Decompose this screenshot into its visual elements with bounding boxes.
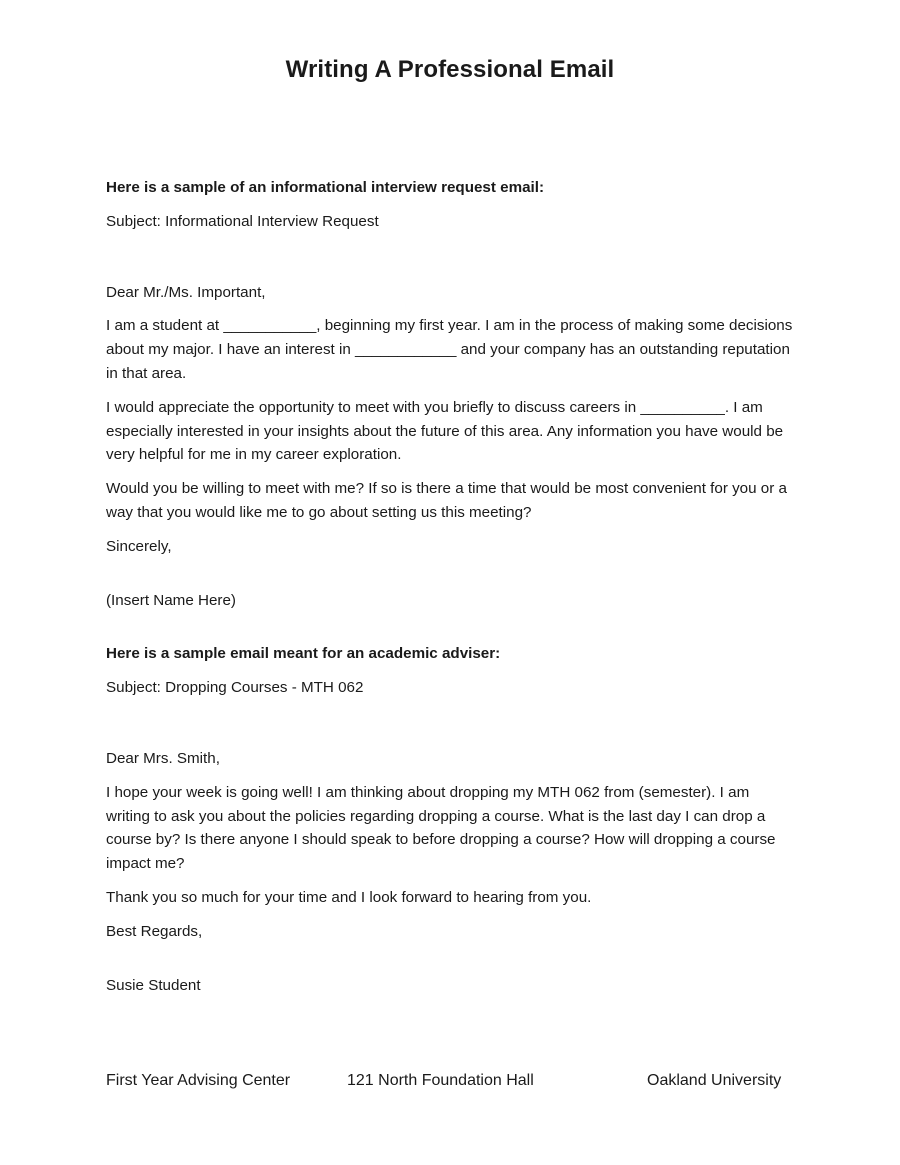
footer-university: Oakland University	[647, 1072, 782, 1089]
email-subject-informational-interview: Subject: Informational Interview Request	[106, 212, 379, 230]
email-paragraph-adviser-2: Thank you so much for your time and I look forward to hearing from you.	[106, 888, 592, 906]
email-paragraph-informational-1: I am a student at ___________, beginning my first year. I am in the process of making some decisions about my major. I have an interest in ____________ and your company has an outstanding reputation in that area.	[106, 317, 793, 382]
section-heading-informational-interview: Here is a sample of an informational interview request email:	[106, 179, 545, 196]
email-paragraph-informational-3: Would you be willing to meet with me? If so is there a time that would be most convenient for you or a way that you would like me to go about setting us this meeting?	[106, 480, 787, 521]
email-subject-academic-adviser: Subject: Dropping Courses - MTH 062	[106, 679, 364, 697]
email-signature-informational-interview: (Insert Name Here)	[106, 591, 236, 609]
email-greeting-academic-adviser: Dear Mrs. Smith,	[106, 749, 220, 767]
email-closing-academic-adviser: Best Regards,	[106, 922, 203, 940]
footer-address: 121 North Foundation Hall	[347, 1072, 534, 1089]
document-body	[106, 176, 796, 997]
email-signature-academic-adviser: Susie Student	[106, 976, 201, 994]
email-closing-informational-interview: Sincerely,	[106, 537, 172, 555]
footer-center-name: First Year Advising Center	[106, 1072, 291, 1089]
section-heading-academic-adviser: Here is a sample email meant for an academic adviser:	[106, 645, 501, 663]
email-greeting-informational-interview: Dear Mr./Ms. Important,	[106, 283, 266, 301]
email-paragraph-adviser-1: I hope your week is going well! I am thinking about dropping my MTH 062 from (semester). I am writing to ask you about the policies regarding dropping a course. What is the last day I can drop a course by? Is there anyone I should speak to before dropping a course? How will dropping a course impact me?	[106, 783, 776, 873]
email-paragraph-informational-2: I would appreciate the opportunity to meet with you briefly to discuss careers in __________. I am especially interested in your insights about the future of this area. Any information you have would be very helpful for me in my career exploration.	[106, 398, 784, 464]
page-title: Writing A Professional Email	[285, 56, 615, 83]
